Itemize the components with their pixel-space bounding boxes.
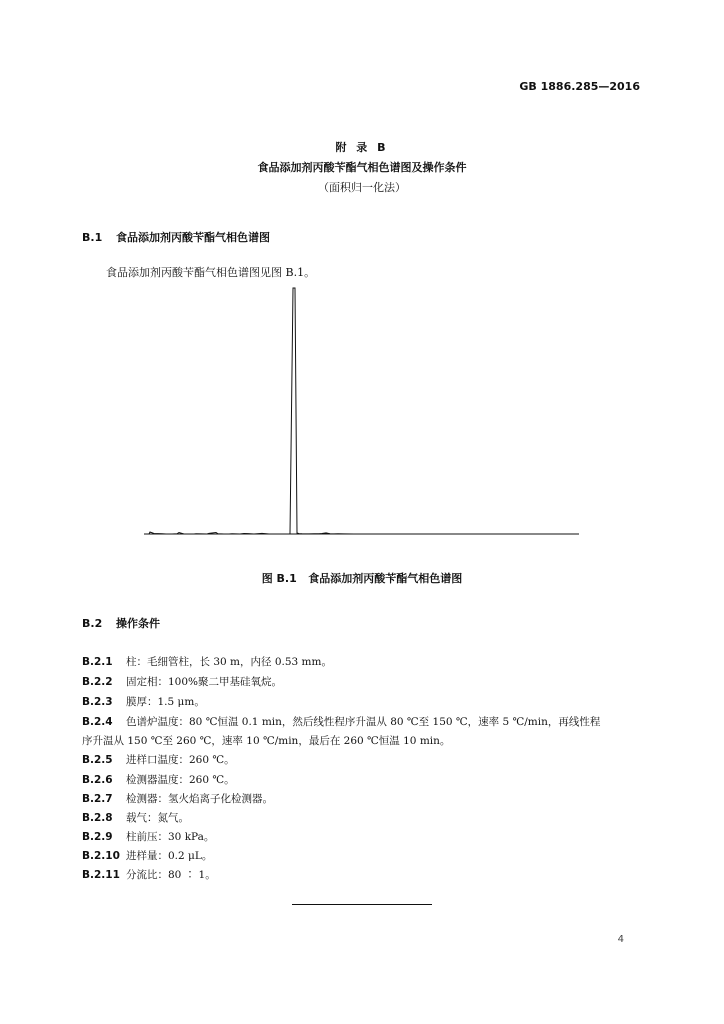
item-label: B.2.9 (82, 831, 113, 843)
page-number: 4 (617, 934, 624, 945)
condition-item (82, 752, 235, 767)
condition-item (82, 810, 189, 825)
figure-caption-text: 食品添加剂丙酸苄酯气相色谱图 (308, 572, 463, 585)
condition-item (82, 867, 216, 882)
item-text: 柱：毛细管柱，长 30 m，内径 0.53 mm。 (126, 656, 332, 668)
condition-item (82, 791, 273, 806)
section-b1-title: 食品添加剂丙酸苄酯气相色谱图 (116, 231, 270, 244)
item-text: 检测器：氢火焰离子化检测器。 (126, 793, 273, 805)
item-label: B.2.3 (82, 696, 113, 708)
item-text: 进样口温度：260 ℃。 (126, 754, 235, 766)
item-text: 检测器温度：260 ℃。 (126, 774, 235, 786)
item-label: B.2.4 (82, 716, 113, 728)
section-b2-title: 操作条件 (116, 617, 160, 630)
item-label: B.2.2 (82, 676, 113, 688)
condition-item (82, 848, 212, 863)
condition-item (82, 714, 600, 729)
section-b1-heading (82, 229, 270, 245)
item-label: B.2.5 (82, 754, 113, 766)
item-text: 载气：氮气。 (126, 812, 189, 824)
condition-item (82, 674, 282, 689)
appendix-subtitle: 食品添加剂丙酸苄酯气相色谱图及操作条件 (257, 161, 467, 174)
chromatogram-chart (140, 284, 580, 538)
item-label: B.2.8 (82, 812, 113, 824)
item-text: 膜厚：1.5 μm。 (126, 696, 205, 708)
appendix-title: 附 录 B (335, 141, 389, 154)
section-b1-paragraph: 食品添加剂丙酸苄酯气相色谱图见图 B.1。 (106, 266, 316, 279)
figure-caption-label: 图 B.1 (261, 572, 297, 585)
section-b1-number: B.1 (82, 231, 103, 244)
item-label: B.2.10 (82, 850, 120, 862)
figure-caption (0, 570, 724, 586)
item-text: 色谱炉温度：80 ℃恒温 0.1 min，然后线性程序升温从 80 ℃至 150 ℃，速率 5 ℃/min，再线性程 (126, 716, 601, 728)
section-b2-number: B.2 (82, 617, 103, 630)
condition-item (82, 694, 205, 709)
item-text: 分流比：80 ∶ 1。 (126, 869, 216, 881)
appendix-note: （面积归一化法） (318, 181, 406, 194)
standard-id: GB 1886.285—2016 (519, 80, 640, 93)
item-text: 柱前压：30 kPa。 (126, 831, 215, 843)
item-label: B.2.1 (82, 656, 113, 668)
condition-item (82, 654, 332, 669)
chromatogram-figure (140, 284, 580, 542)
footer-rule (292, 904, 432, 905)
item-label: B.2.11 (82, 869, 120, 881)
chromatogram-trace (144, 288, 579, 534)
item-label: B.2.6 (82, 774, 113, 786)
item-label: B.2.7 (82, 793, 113, 805)
condition-item (82, 772, 235, 787)
condition-item (82, 829, 214, 844)
section-b2-heading (82, 615, 160, 631)
item-text: 固定相：100%聚二甲基硅氧烷。 (126, 676, 283, 688)
item-text: 进样量：0.2 μL。 (126, 850, 213, 862)
condition-item-continuation: 序升温从 150 ℃至 260 ℃，速率 10 ℃/min，最后在 260 ℃恒温 10 min。 (82, 735, 451, 747)
